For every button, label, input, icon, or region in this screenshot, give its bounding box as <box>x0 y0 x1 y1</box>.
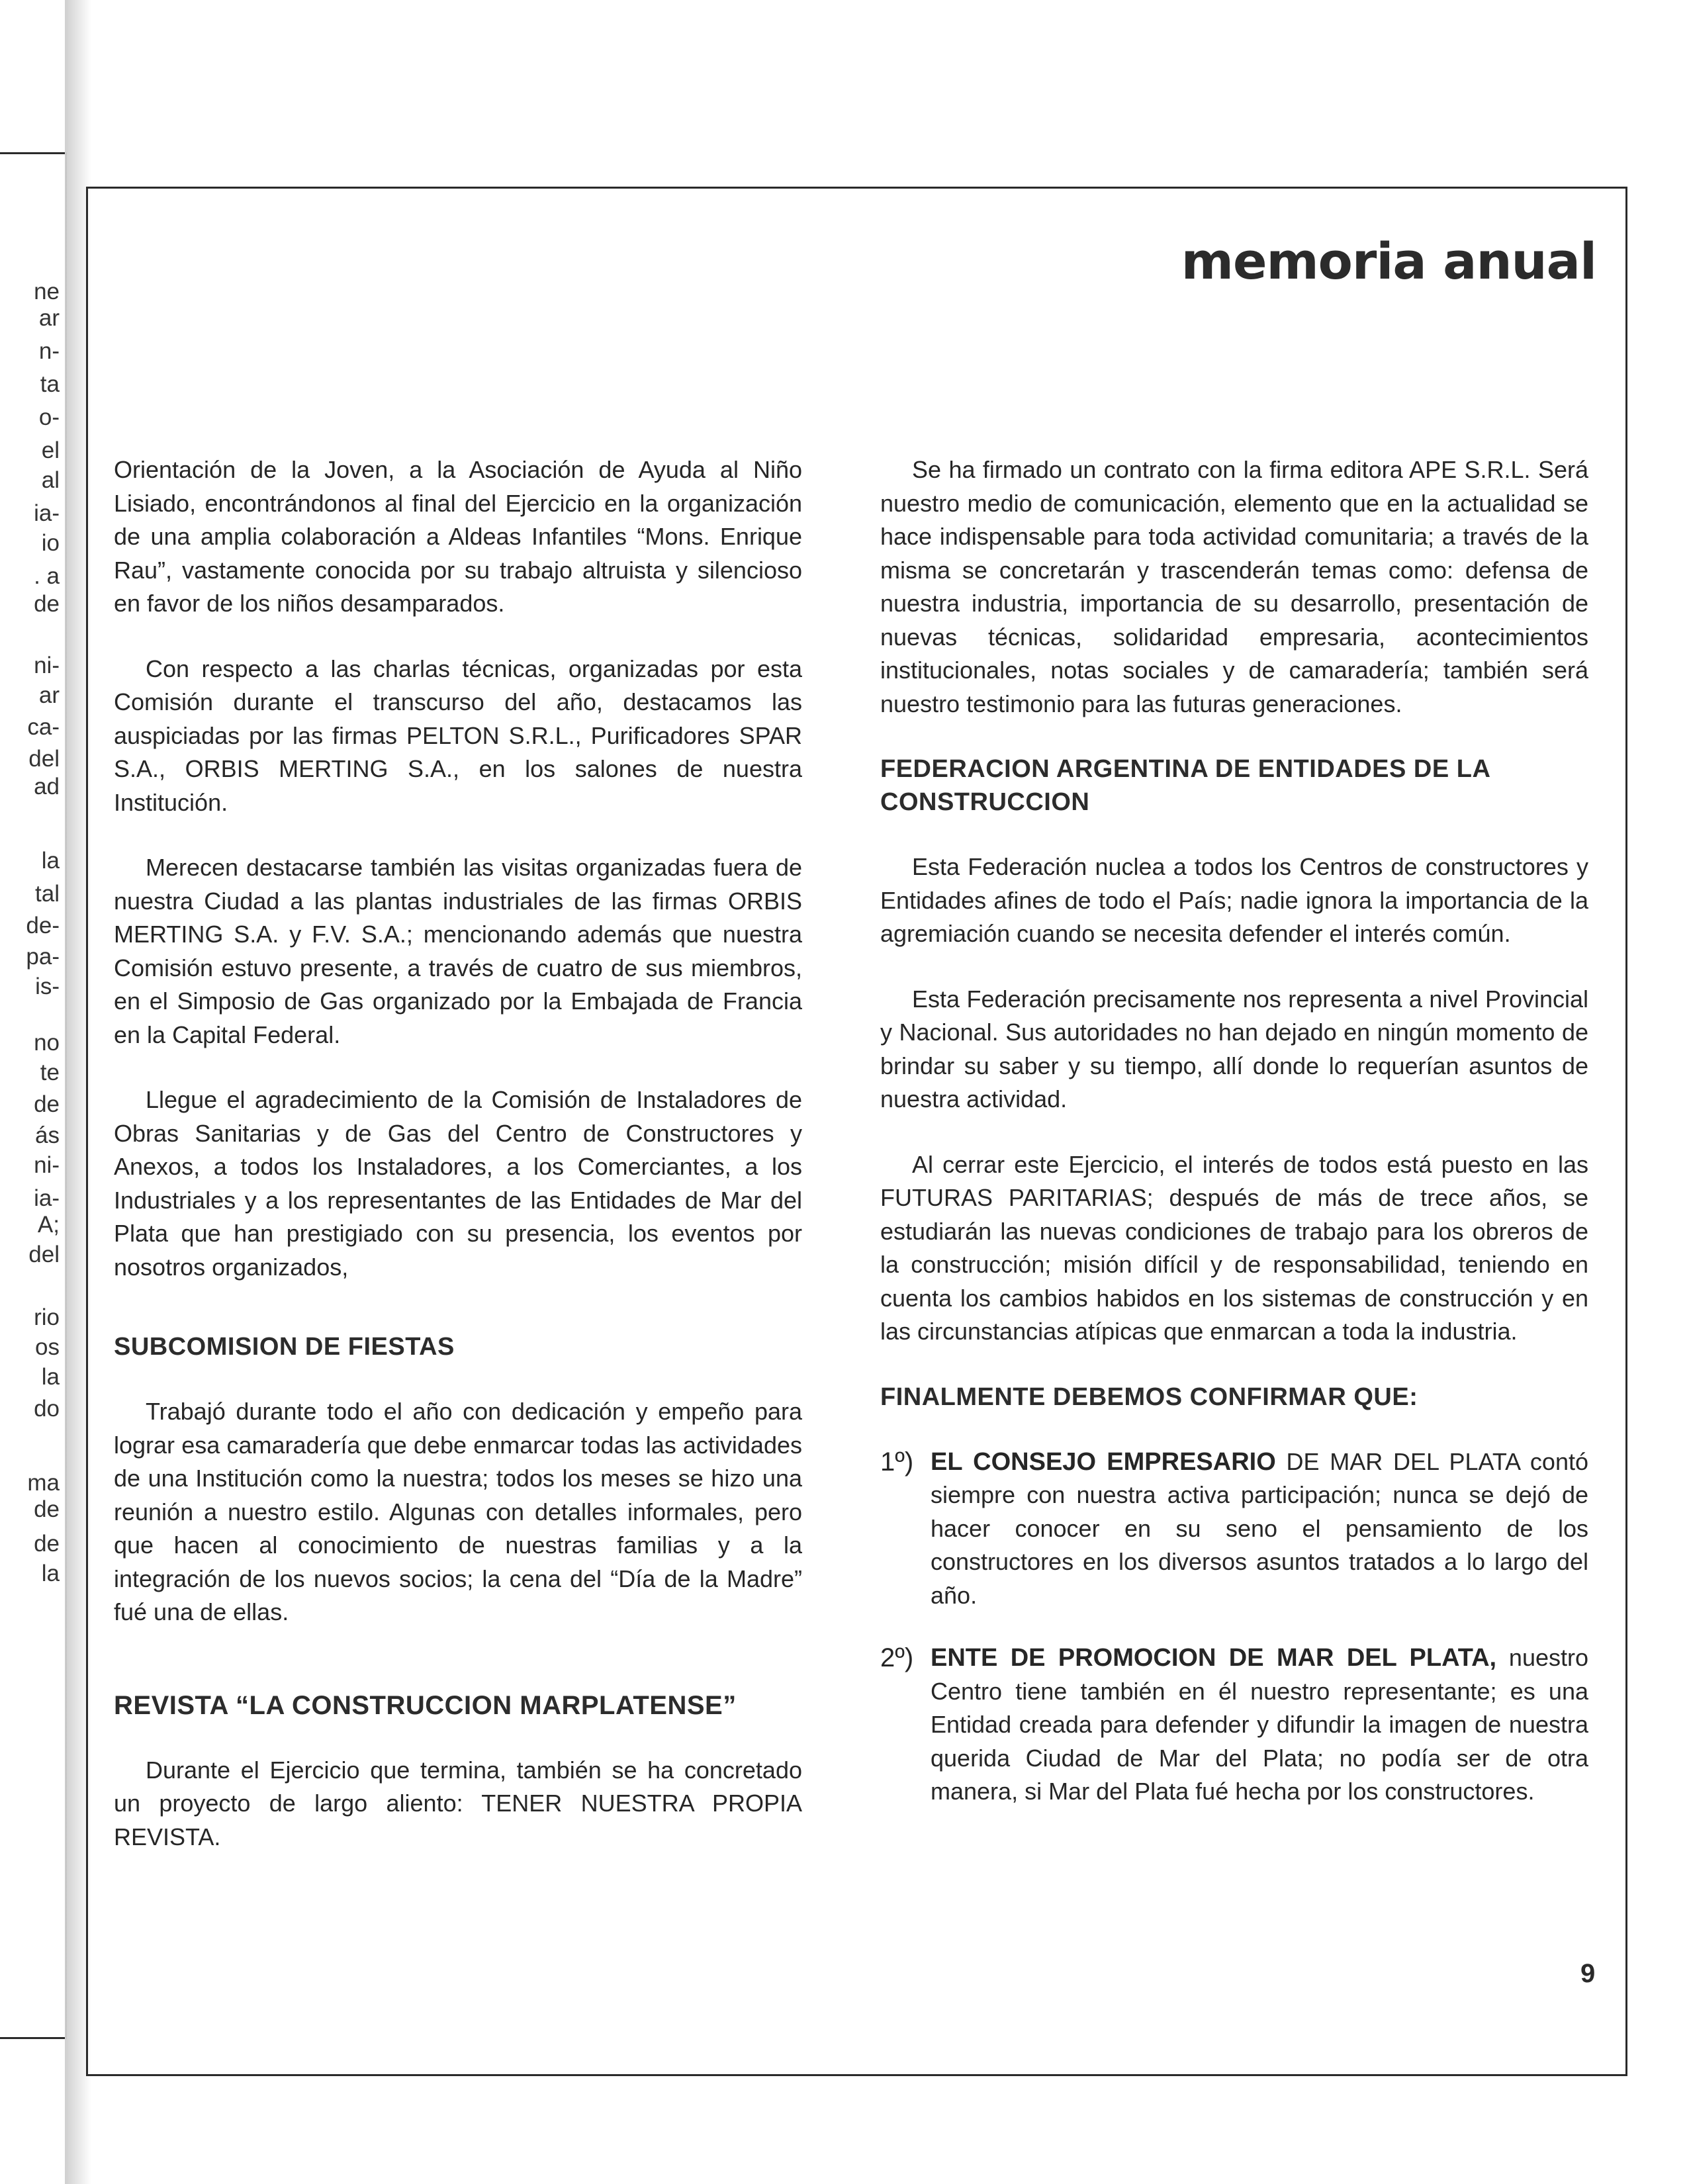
heading-revista: REVISTA “LA CONSTRUCCION MARPLATENSE” <box>114 1690 737 1720</box>
previous-page-word-fragment: de <box>34 1531 60 1557</box>
previous-page-word-fragment: ás <box>35 1122 60 1148</box>
heading-finalmente: FINALMENTE DEBEMOS CONFIRMAR QUE: <box>880 1383 1418 1411</box>
paragraph: Merecen destacarse también las visitas organizadas fuera de nuestra Ciudad a las plantas industriales de las firmas ORBIS MERTING S.A. y F.V. S.A.; mencionando además que nuestra Comisión estuvo presente, a través de cuatro de sus miembros, en el Simposio de Gas organizado por la Embajada de Francia en la Capital Federal. <box>114 854 802 1048</box>
item-lead: ENTE DE PROMOCION DE MAR DEL PLATA, <box>931 1644 1497 1672</box>
previous-page-word-fragment: de <box>34 591 60 617</box>
paragraph: Al cerrar este Ejercicio, el interés de todos está puesto en las FUTURAS PARITARIAS; después de más de trece años, se estudiarán las nuevas condiciones de trabajo para los obreros de la construcción; misión difícil y de responsabilidad, teniendo en cuenta los cambios habidos en los sistemas de construcción y en las circunstancias atípicas que enmarcan a toda la industria. <box>880 1150 1588 1345</box>
previous-page-word-fragment: ma <box>27 1470 60 1496</box>
previous-page-word-fragment: rio <box>34 1304 60 1330</box>
list-item <box>880 1445 1588 1613</box>
paragraph: Esta Federación nuclea a todos los Centros de constructores y Entidades afines de todo el País; nadie ignora la importancia de la agremiación cuando se necesita defender el interés común. <box>880 853 1588 947</box>
previous-page-word-fragment: ni- <box>34 653 60 678</box>
previous-page-word-fragment: la <box>41 1561 60 1586</box>
list-item <box>880 1641 1588 1809</box>
previous-page-word-fragment: . a <box>34 563 60 589</box>
previous-page-word-fragment: ad <box>34 774 60 799</box>
previous-page-word-fragment: os <box>35 1334 60 1360</box>
previous-page-word-fragment: o- <box>38 404 60 430</box>
section-title: memoria anual <box>1181 232 1596 291</box>
previous-page-word-fragment: la <box>41 1364 60 1390</box>
previous-page-word-fragment: io <box>41 530 60 556</box>
paragraph: Esta Federación precisamente nos representa a nivel Provincial y Nacional. Sus autoridades no han dejado en ningún momento de brindar su saber y su tiempo, allí donde lo requerían asuntos de nuestra actividad. <box>880 985 1588 1113</box>
right-column <box>880 453 1588 1838</box>
previous-page-word-fragment: el <box>41 437 60 463</box>
item-body <box>931 1641 1588 1809</box>
item-text: nuestro Centro tiene también en él nuestro representante; es una Entidad creada para defender y difundir la imagen de nuestra querida Ciudad de Mar del Plata; no podía ser de otra manera, si Mar del Plata fué hecha por los constructores. <box>931 1644 1589 1805</box>
paragraph: Trabajó durante todo el año con dedicación y empeño para lograr esa camaradería que debe enmarcar todas las actividades de una Institución como la nuestra; todos los meses se hizo una reunión a nuestro estilo. Algunas con detalles informales, pero que hacen al conocimiento de nuestras familias y a la integración de los nuevos socios; la cena del “Día de la Madre” fué una de ellas. <box>114 1398 802 1625</box>
paragraph: Se ha firmado un contrato con la firma editora APE S.R.L. Será nuestro medio de comunicación, elemento que en la actualidad se hace indispensable para toda actividad comunitaria; a través de la misma se concretarán y trascenderán temas como: defensa de nuestra industria, importancia de su desarrollo, presentación de nuevas técnicas, solidaridad empresaria, acontecimientos institucionales, notas sociales y de camaradería; también será nuestro testimonio para las futuras generaciones. <box>880 456 1588 717</box>
item-text: DE MAR DEL PLATA contó siempre con nuestra activa participación; nunca se dejó de hacer conocer en su seno el pensamiento de los constructores en los diversos asuntos tratados a lo largo del año. <box>931 1447 1588 1609</box>
previous-page-word-fragment: n- <box>38 338 60 364</box>
previous-page-word-fragment: del <box>28 1242 60 1267</box>
item-number: 1º) <box>880 1447 914 1477</box>
previous-page-word-fragment: ar <box>38 682 60 708</box>
previous-page-word-fragment: de- <box>26 913 60 938</box>
previous-page-word-fragment: no <box>34 1030 60 1056</box>
previous-page-word-fragment: ia- <box>34 500 60 526</box>
previous-page-word-fragment: al <box>41 467 60 493</box>
paragraph: Llegue el agradecimiento de la Comisión de Instaladores de Obras Sanitarias y de Gas del Centro de Constructores y Anexos, a todos los Instaladores, a los Comerciantes, a los Industriales y a los representantes de las Entidades de Mar del Plata que han prestigiado con su presencia, los eventos por nosotros organizados, <box>114 1086 802 1281</box>
heading-federacion: FEDERACION ARGENTINA DE ENTIDADES DE LA CONSTRUCCION <box>880 755 1490 816</box>
previous-page-word-fragment: te <box>40 1060 60 1085</box>
previous-page-word-fragment: is- <box>35 974 60 999</box>
previous-page-word-fragment: de <box>34 1496 60 1522</box>
previous-page-word-fragment: ne <box>34 279 60 304</box>
left-column <box>114 453 802 1886</box>
previous-page-word-fragment: do <box>34 1396 60 1422</box>
previous-page-word-fragment: de <box>34 1091 60 1117</box>
paragraph: Durante el Ejercicio que termina, también se ha concretado un proyecto de largo aliento: TENER NUESTRA PROPIA REVISTA. <box>114 1756 802 1850</box>
page-number: 9 <box>1580 1959 1596 1988</box>
previous-page-word-fragment: ta <box>40 371 60 397</box>
previous-page-word-fragment: pa- <box>26 944 60 970</box>
paragraph: Orientación de la Joven, a la Asociación de Ayuda al Niño Lisiado, encontrándonos al final del Ejercicio en la organización de una amplia colaboración a Aldeas Infantiles “Mons. Enrique Rau”, vastamente conocida por su trabajo altruista y silencioso en favor de los niños desamparados. <box>114 456 802 617</box>
previous-page-word-fragment: tal <box>35 881 60 907</box>
previous-page-word-fragment: del <box>28 746 60 772</box>
previous-page-word-fragment: ni- <box>34 1152 60 1178</box>
previous-page-word-fragment: ar <box>38 305 60 331</box>
previous-page-word-fragment: ca- <box>27 714 60 740</box>
previous-page-word-fragment: ia- <box>34 1185 60 1211</box>
item-lead: EL CONSEJO EMPRESARIO <box>931 1447 1276 1476</box>
previous-page-word-fragment: la <box>41 848 60 874</box>
heading-subcomision-fiestas: SUBCOMISION DE FIESTAS <box>114 1333 455 1361</box>
paragraph: Con respecto a las charlas técnicas, organizadas por esta Comisión durante el transcurso del año, destacamos las auspiciadas por las firmas PELTON S.R.L., Purificadores SPAR S.A., ORBIS MERTING S.A., en los salones de nuestra Institución. <box>114 655 802 816</box>
previous-page-word-fragment: A; <box>37 1212 60 1238</box>
item-body <box>931 1445 1588 1613</box>
previous-page-edge <box>0 152 67 2039</box>
item-number: 2º) <box>880 1643 914 1672</box>
